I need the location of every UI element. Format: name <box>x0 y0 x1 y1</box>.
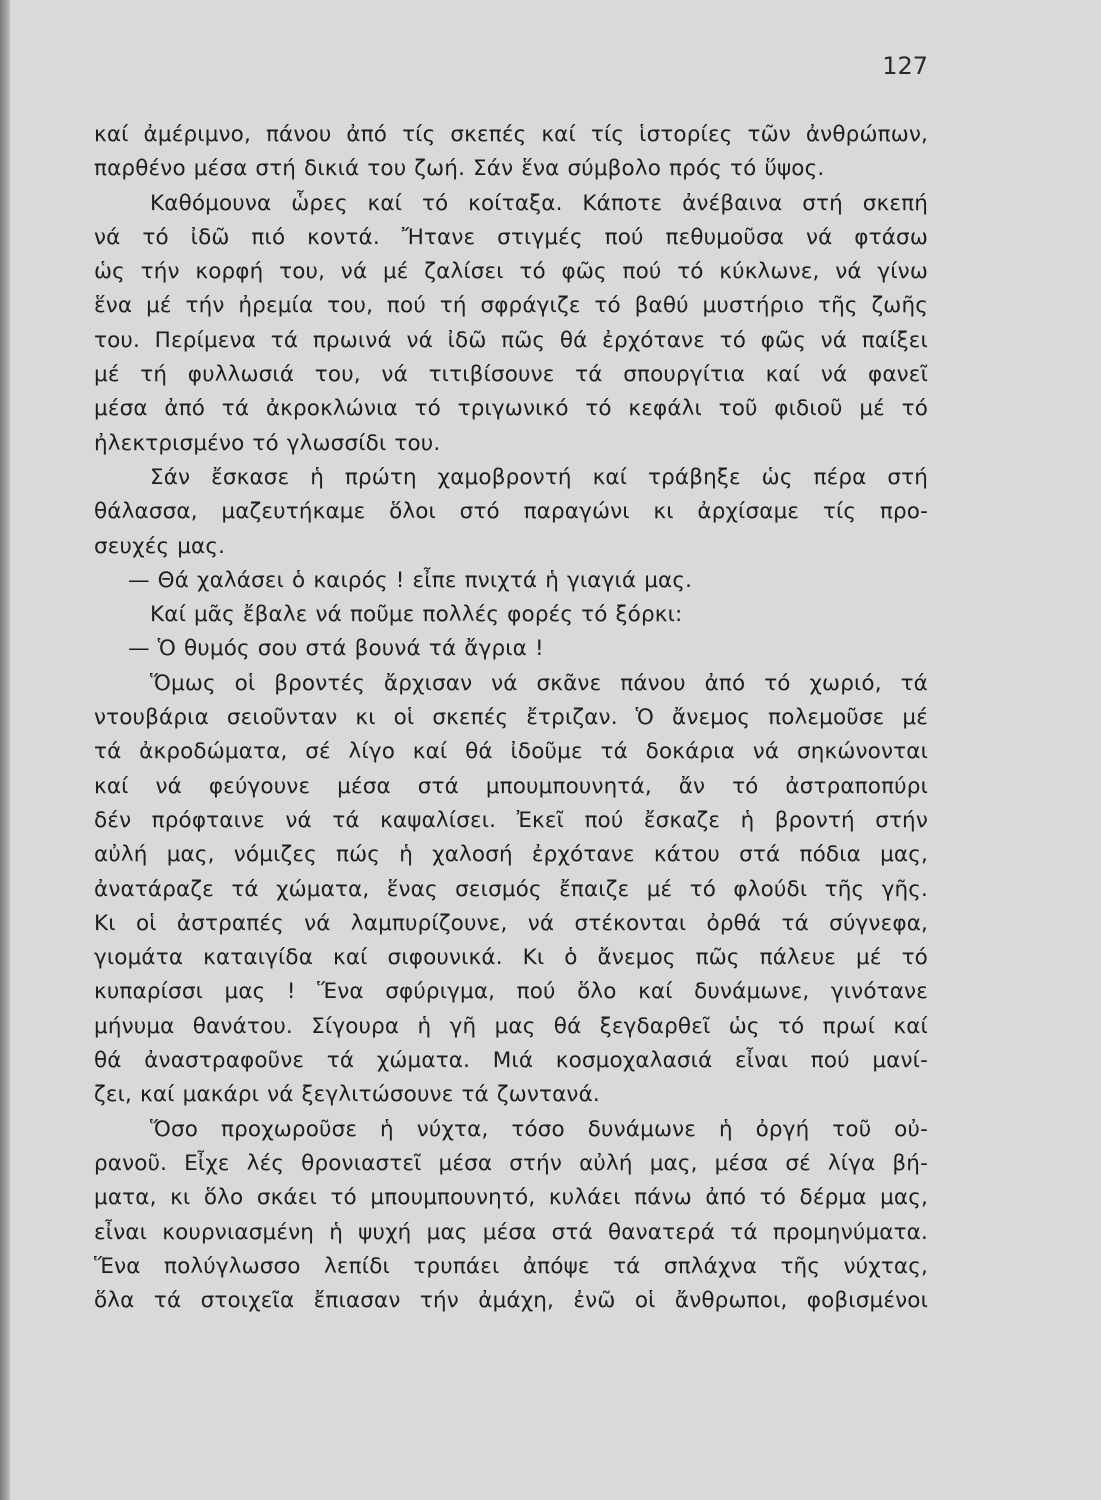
text-line: ἠλεκτρισμένο τό γλωσσίδι του. <box>94 430 441 456</box>
text-line: Ὅμως οἱ βροντές ἄρχισαν νά σκᾶνε πάνου ἀπό τό χωριό, τά <box>150 670 928 696</box>
text-line: σευχές μας. <box>94 533 226 559</box>
text-line: τά ἀκροδώματα, σέ λίγο καί θά ἰδοῦμε τά δοκάρια νά σηκώνονται <box>94 739 928 765</box>
text-line: — Ὁ θυμός σου στά βουνά τά ἄγρια ! <box>128 636 544 662</box>
text-line: ἀνατάραζε τά χώματα, ἕνας σεισμός ἔπαιζε μέ τό φλούδι τῆς γῆς. <box>94 876 928 902</box>
text-line: ζει, καί μακάρι νά ξεγλιτώσουνε τά ζωντανά. <box>94 1082 600 1108</box>
text-line: — Θά χαλάσει ὁ καιρός ! εἶπε πνιχτά ἡ γιαγιά μας. <box>128 567 693 593</box>
text-line: ὅλα τά στοιχεῖα ἔπιασαν τήν ἀμάχη, ἐνῶ οἱ ἄνθρωποι, φοβισμένοι <box>94 1288 928 1314</box>
text-line: καί νά φεύγουνε μέσα στά μπουμπουνητά, ἄν τό ἀστραποπύρι <box>94 773 928 799</box>
book-page <box>10 0 1101 1500</box>
text-line: νά τό ἰδῶ πιό κοντά. Ἤτανε στιγμές πού πεθυμοῦσα νά φτάσω <box>94 224 928 250</box>
page-number: 127 <box>882 52 928 80</box>
text-line: εἶναι κουρνιασμένη ἡ ψυχή μας μέσα στά θανατερά τά προμηνύματα. <box>94 1219 928 1245</box>
text-line: αὐλή μας, νόμιζες πώς ἡ χαλοσή ἐρχότανε κάτου στά πόδια μας, <box>94 842 928 868</box>
text-line: καί ἀμέριμνο, πάνου ἀπό τίς σκεπές καί τίς ἱστορίες τῶν ἀνθρώπων, <box>94 122 928 147</box>
text-line: ἕνα μέ τήν ἠρεμία του, πού τή σφράγιζε τό βαθύ μυστήριο τῆς ζωῆς <box>94 293 928 319</box>
text-line: γιομάτα καταιγίδα καί σιφουνικά. Κι ὁ ἄνεμος πῶς πάλευε μέ τό <box>94 945 928 971</box>
text-line: παρθένο μέσα στή δικιά του ζωή. Σάν ἕνα σύμβολο πρός τό ὕψος. <box>94 156 825 182</box>
text-line: Ἕνα πολύγλωσσο λεπίδι τρυπάει ἀπόψε τά σπλάχνα τῆς νύχτας, <box>94 1253 928 1279</box>
text-line: θάλασσα, μαζευτήκαμε ὅλοι στό παραγώνι κι ἀρχίσαμε τίς προ- <box>94 499 928 525</box>
text-line: Κι οἱ ἀστραπές νά λαμπυρίζουνε, νά στέκονται ὀρθά τά σύγνεφα, <box>94 910 928 936</box>
text-line: κυπαρίσσι μας ! Ἕνα σφύριγμα, πού ὅλο καί δυνάμωνε, γινότανε <box>94 979 928 1005</box>
text-line: ματα, κι ὅλο σκάει τό μπουμπουνητό, κυλάει πάνω ἀπό τό δέρμα μας, <box>94 1185 928 1211</box>
body-text <box>94 118 928 1318</box>
text-line: Ὅσο προχωροῦσε ἡ νύχτα, τόσο δυνάμωνε ἡ ὀργή τοῦ οὐ- <box>150 1116 928 1142</box>
text-line: δέν πρόφταινε νά τά καψαλίσει. Ἐκεῖ πού ἔσκαζε ἡ βροντή στήν <box>94 807 928 833</box>
text-line: Σάν ἔσκασε ἡ πρώτη χαμοβροντή καί τράβηξε ὡς πέρα στή <box>150 464 928 490</box>
text-line: μέσα ἀπό τά ἀκροκλώνια τό τριγωνικό τό κεφάλι τοῦ φιδιοῦ μέ τό <box>94 396 928 422</box>
text-line: Καθόμουνα ὧρες καί τό κοίταξα. Κάποτε ἀνέβαινα στή σκεπή <box>150 190 928 216</box>
text-line: του. Περίμενα τά πρωινά νά ἰδῶ πῶς θά ἐρχότανε τό φῶς νά παίξει <box>94 327 928 353</box>
text-line: Καί μᾶς ἔβαλε νά ποῦμε πολλές φορές τό ξόρκι: <box>150 602 683 628</box>
text-line: μέ τή φυλλωσιά του, νά τιτιβίσουνε τά σπουργίτια καί νά φανεῖ <box>94 362 928 388</box>
text-line: ὡς τήν κορφή του, νά μέ ζαλίσει τό φῶς πού τό κύκλωνε, νά γίνω <box>94 259 928 285</box>
text-line: ρανοῦ. Εἶχε λές θρονιαστεῖ μέσα στήν αὐλή μας, μέσα σέ λίγα βή- <box>94 1150 928 1176</box>
text-line: μήνυμα θανάτου. Σίγουρα ἡ γῆ μας θά ξεγδαρθεῖ ὡς τό πρωί καί <box>94 1013 928 1039</box>
text-line: ντουβάρια σειοῦνταν κι οἱ σκεπές ἔτριζαν. Ὁ ἄνεμος πολεμοῦσε μέ <box>94 705 928 731</box>
scan-edge <box>0 0 10 1500</box>
text-line: θά ἀναστραφοῦνε τά χώματα. Μιά κοσμοχαλασιά εἶναι πού μανί- <box>94 1048 928 1074</box>
